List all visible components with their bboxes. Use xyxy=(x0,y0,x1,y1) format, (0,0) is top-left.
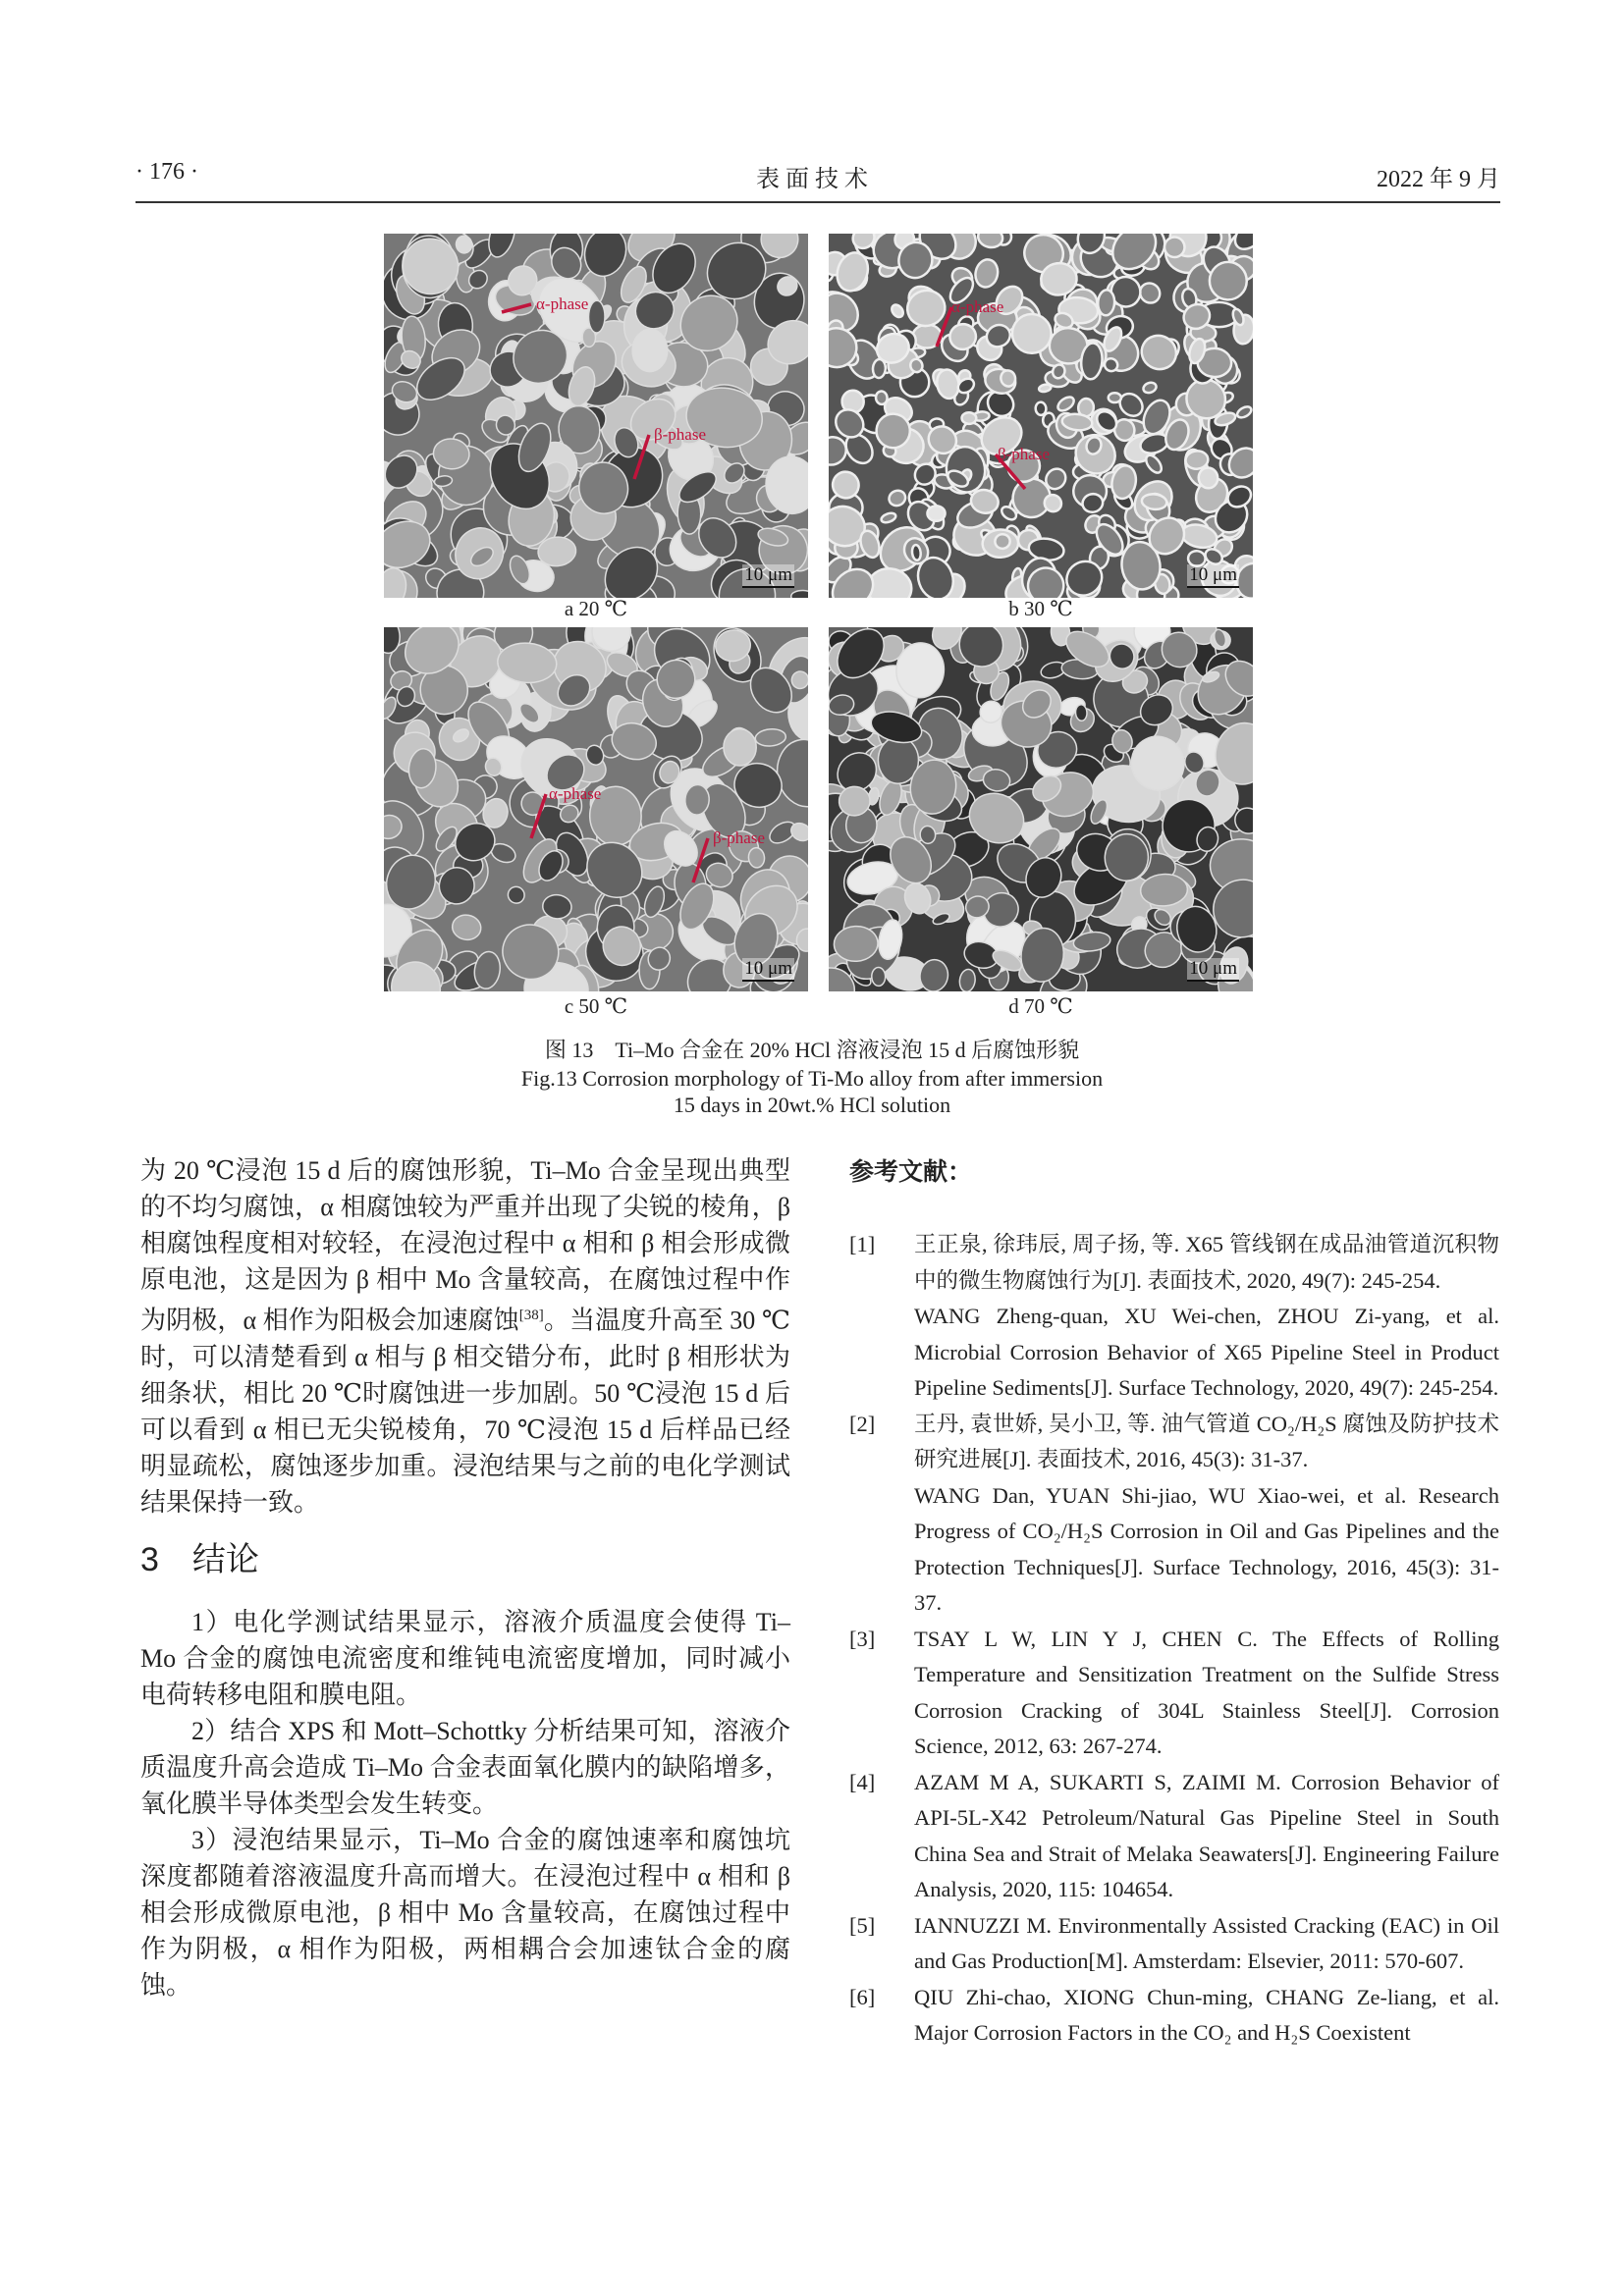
reference-text: AZAM M A, SUKARTI S, ZAIMI M. Corrosion Behavior of API-5L-X42 Petroleum/Natural Gas Pipeline Steel in South China Sea and Strait of Melaka Seawaters[J]. Engineering Failure Analysis, 2020, 115: 104654. xyxy=(914,1769,1499,1901)
conclusion-3: 3）浸泡结果显示，Ti–Mo 合金的腐蚀速率和腐蚀坑深度都随着溶液温度升高而增大。在浸泡过程中 α 相和 β 相会形成微原电池，β 相中 Mo 含量较高，在腐蚀过程中作为阴极，α 相作为阳极，两相耦合会加速钛合金的腐蚀。 xyxy=(140,1825,790,2000)
body-text: 。当温度升高至 30 ℃时，可以清楚看到 α 相与 β 相交错分布，此时 β 相形状为细条状，相比 20 ℃时腐蚀进一步加剧。50 ℃浸泡 15 d 后可以看到 α 相已无尖锐棱角，70 ℃浸泡 15 d 后样品已经明显疏松，腐蚀逐步加重。浸泡结果与之前的电化学测试结果保持一致。 xyxy=(140,1306,790,1517)
references-title: 参考文献： xyxy=(849,1157,973,1186)
panel-label-c: c 50 ℃ xyxy=(564,994,628,1018)
alpha-phase-label: α-phase xyxy=(951,297,1004,316)
reference-item xyxy=(849,1908,1499,1980)
reference-number: [2] xyxy=(849,1411,876,1436)
beta-phase-label: β-phase xyxy=(654,425,707,444)
reference-number: [5] xyxy=(849,1912,876,1938)
reference-item xyxy=(849,1227,1499,1407)
figure-caption-en: Fig.13 Corrosion morphology of Ti-Mo alloy from after immersion xyxy=(520,1066,1104,1091)
journal-name: 表 面 技 术 xyxy=(756,167,868,192)
panel-label-a: a 20 ℃ xyxy=(564,597,628,620)
citation: [38] xyxy=(518,1308,544,1323)
reference-item xyxy=(849,1622,1499,1765)
alpha-phase-label: α-phase xyxy=(536,294,589,313)
reference-text: 王正泉, 徐玮辰, 周子扬, 等. X65 管线钢在成品油管道沉积物中的微生物腐蚀行为[J]. 表面技术, 2020, 49(7): 245-254. xyxy=(914,1232,1499,1293)
reference-number: [3] xyxy=(849,1626,876,1651)
scale-bar: 10 μm xyxy=(742,958,794,982)
body-left-column xyxy=(140,1152,790,2003)
reference-text: TSAY L W, LIN Y J, CHEN C. The Effects of Rolling Temperature and Sensitization Treatment on the Sulfide Stress Corrosion Cracking of 304L Stainless Steel[J]. Corrosion Science, 2012, 63: 267-274. xyxy=(914,1626,1499,1758)
reference-item xyxy=(849,1765,1499,1908)
reference-number: [6] xyxy=(849,1984,876,2009)
reference-item xyxy=(849,1980,1499,2052)
sem-image-b xyxy=(829,234,1253,598)
figure-caption-cn: 图 13 Ti–Mo 合金在 20% HCl 溶液浸泡 15 d 后腐蚀形貌 xyxy=(544,1038,1080,1062)
panel-label-d: d 70 ℃ xyxy=(1008,994,1073,1018)
beta-phase-label: β-phase xyxy=(998,445,1051,463)
scale-bar: 10 μm xyxy=(1187,958,1239,982)
reference-item xyxy=(849,1407,1499,1622)
conclusion-1: 1）电化学测试结果显示，溶液介质温度会使得 Ti–Mo 合金的腐蚀电流密度和维钝电流密度增加，同时减小电荷转移电阻和膜电阻。 xyxy=(140,1607,790,1709)
section-title: 3 结论 xyxy=(140,1540,259,1578)
sem-texture xyxy=(829,234,1253,598)
reference-text: IANNUZZI M. Environmentally Assisted Cracking (EAC) in Oil and Gas Production[M]. Amsterdam: Elsevier, 2011: 570-607. xyxy=(914,1912,1499,1973)
page-number: · 176 · xyxy=(135,159,198,185)
sem-image-c xyxy=(384,627,808,991)
sem-texture xyxy=(384,234,808,598)
sem-texture xyxy=(829,627,1253,991)
reference-number: [4] xyxy=(849,1769,876,1794)
reference-text: QIU Zhi-chao, XIONG Chun-ming, CHANG Ze-liang, et al. Major Corrosion Factors in the CO₂ and H₂S Coexistent xyxy=(914,1984,1499,2045)
header-rule xyxy=(135,201,1500,203)
body-paragraph xyxy=(140,1152,790,1521)
alpha-phase-label: α-phase xyxy=(549,784,602,803)
reference-text-en: WANG Dan, YUAN Shi-jiao, WU Xiao-wei, et al. Research Progress of CO₂/H₂S Corrosion in Oil and Gas Pipelines and the Protection Techniques[J]. Surface Technology, 2016, 45(3): 31-37. xyxy=(914,1482,1499,1615)
issue-date: 2022 年 9 月 xyxy=(1377,167,1500,192)
reference-text: 王丹, 袁世娇, 吴小卫, 等. 油气管道 CO₂/H₂S 腐蚀及防护技术研究进展[J]. 表面技术, 2016, 45(3): 31-37. xyxy=(914,1411,1499,1471)
figure-caption-en-2: 15 days in 20wt.% HCl solution xyxy=(673,1093,951,1117)
sem-image-a xyxy=(384,234,808,598)
reference-list xyxy=(849,1227,1499,2052)
beta-phase-label: β-phase xyxy=(713,828,766,847)
reference-number: [1] xyxy=(849,1232,876,1256)
sem-image-d xyxy=(829,627,1253,991)
sem-texture xyxy=(384,627,808,991)
scale-bar: 10 μm xyxy=(742,564,794,588)
body-text: 为 20 ℃浸泡 15 d 后的腐蚀形貌，Ti–Mo 合金呈现出典型的不均匀腐蚀，α 相腐蚀较为严重并出现了尖锐的棱角，β 相腐蚀程度相对较轻，在浸泡过程中 α 相和 β 相会形成微原电池，这是因为 β 相中 Mo 含量较高，在腐蚀过程中作为阴极，α 相作为阳极会加速腐蚀 xyxy=(140,1156,790,1335)
reference-text-en: WANG Zheng-quan, XU Wei-chen, ZHOU Zi-yang, et al. Microbial Corrosion Behavior of X65 Pipeline Steel in Product Pipeline Sediments[J]. Surface Technology, 2020, 49(7): 245-254. xyxy=(914,1304,1499,1400)
panel-label-b: b 30 ℃ xyxy=(1008,597,1073,620)
scale-bar: 10 μm xyxy=(1187,564,1239,588)
conclusion-2: 2）结合 XPS 和 Mott–Schottky 分析结果可知，溶液介质温度升高会造成 Ti–Mo 合金表面氧化膜内的缺陷增多，氧化膜半导体类型会发生转变。 xyxy=(140,1716,790,1818)
